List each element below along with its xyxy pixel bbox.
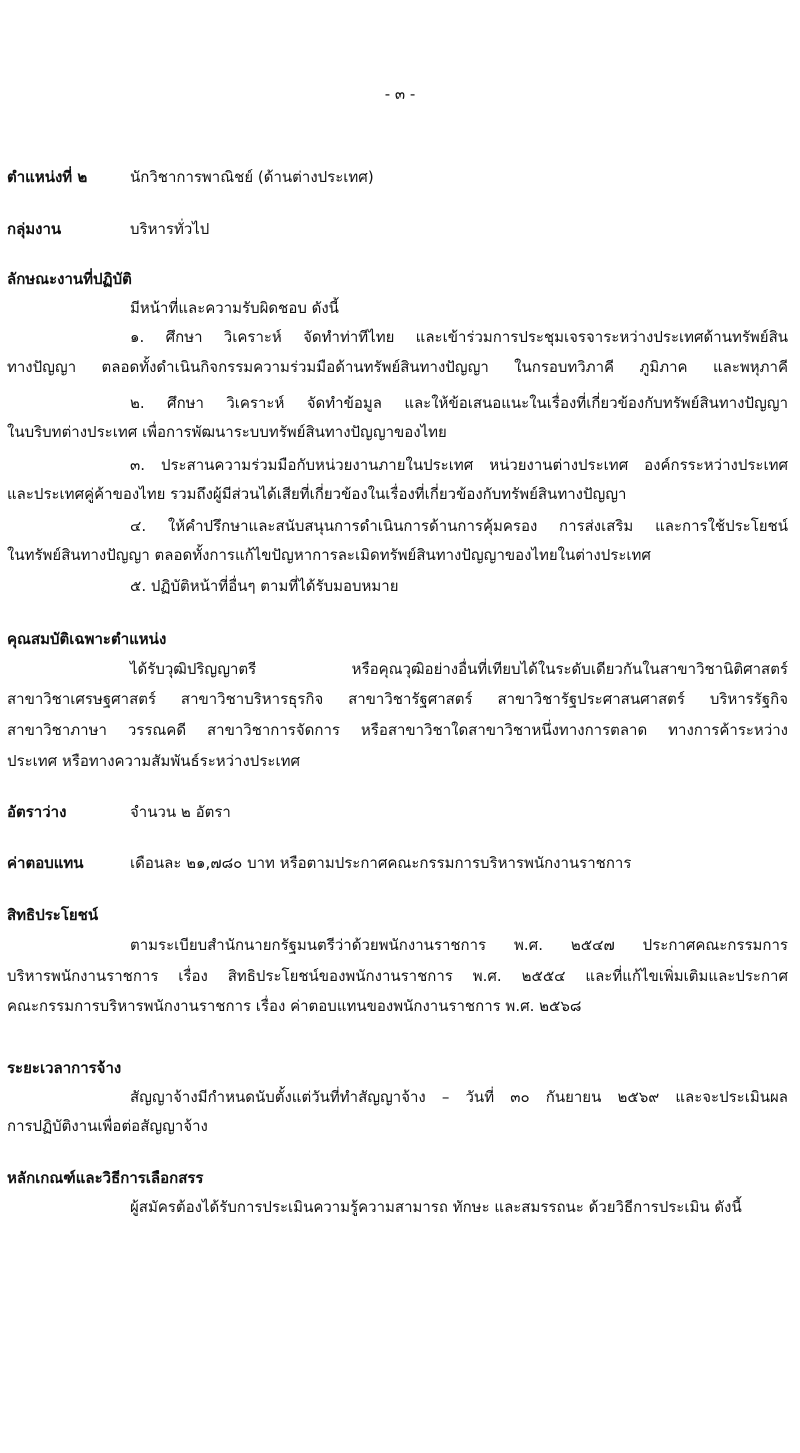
qualification-line: ได้รับวุฒิปริญญาตรี หรือคุณวุฒิอย่างอื่นที่เทียบได้ในระดับเดียวกันในสาขาวิชานิติศาสตร์ — [130, 660, 788, 678]
qualification-line: สาขาวิชาเศรษฐศาสตร์ สาขาวิชาบริหารธุรกิจ สาขาวิชารัฐศาสตร์ สาขาวิชารัฐประศาสนศาสตร์ บริหารรัฐกิจ — [7, 690, 788, 708]
duties-intro: มีหน้าที่และความรับผิดชอบ ดังนี้ — [130, 299, 339, 317]
duties-heading: ลักษณะงานที่ปฏิบัติ — [7, 270, 132, 288]
group-value: บริหารทั่วไป — [130, 220, 210, 238]
compensation-label: ค่าตอบแทน — [7, 854, 84, 872]
vacancy-label: อัตราว่าง — [7, 803, 67, 821]
qualification-line: สาขาวิชาภาษา วรรณคดี สาขาวิชาการจัดการ หรือสาขาวิชาใดสาขาวิชาหนึ่งทางการตลาด ทางการค้าระหว่าง — [7, 721, 788, 739]
page-number: - ๓ - — [384, 85, 416, 103]
duty-line: ๑. ศึกษา วิเคราะห์ จัดทำท่าทีไทย และเข้าร่วมการประชุมเจรจาระหว่างประเทศด้านทรัพย์สิน — [130, 328, 788, 346]
qualifications-heading: คุณสมบัติเฉพาะตำแหน่ง — [7, 630, 167, 648]
duty-line: ๓. ประสานความร่วมมือกับหน่วยงานภายในประเทศ หน่วยงานต่างประเทศ องค์กรระหว่างประเทศ — [130, 456, 788, 474]
qualification-line: ประเทศ หรือทางความสัมพันธ์ระหว่างประเทศ — [7, 752, 300, 770]
vacancy-value: จำนวน ๒ อัตรา — [130, 803, 231, 821]
duty-line: ในบริบทต่างประเทศ เพื่อการพัฒนาระบบทรัพย์สินทางปัญญาของไทย — [7, 423, 447, 441]
position-label: ตำแหน่งที่ ๒ — [7, 168, 88, 186]
duty-line: ๕. ปฏิบัติหน้าที่อื่นๆ ตามที่ได้รับมอบหมาย — [130, 577, 399, 595]
selection-line: ผู้สมัครต้องได้รับการประเมินความรู้ความสามารถ ทักษะ และสมรรถนะ ด้วยวิธีการประเมิน ดังนี้ — [130, 1198, 742, 1216]
benefits-line: บริหารพนักงานราชการ เรื่อง สิทธิประโยชน์ของพนักงานราชการ พ.ศ. ๒๕๕๔ และที่แก้ไขเพิ่มเติมและประกาศ — [7, 967, 788, 985]
benefits-line: ตามระเบียบสำนักนายกรัฐมนตรีว่าด้วยพนักงานราชการ พ.ศ. ๒๕๔๗ ประกาศคณะกรรมการ — [130, 936, 788, 954]
duration-line: การปฏิบัติงานเพื่อต่อสัญญาจ้าง — [7, 1117, 208, 1135]
group-label: กลุ่มงาน — [7, 220, 62, 238]
benefits-heading: สิทธิประโยชน์ — [7, 906, 99, 924]
position-value: นักวิชาการพาณิชย์ (ด้านต่างประเทศ) — [130, 168, 374, 186]
duty-line: ๔. ให้คำปรึกษาและสนับสนุนการดำเนินการด้านการคุ้มครอง การส่งเสริม และการใช้ประโยชน์ — [130, 517, 788, 535]
compensation-value: เดือนละ ๒๑,๗๘๐ บาท หรือตามประกาศคณะกรรมการบริหารพนักงานราชการ — [130, 854, 632, 872]
duration-line: สัญญาจ้างมีกำหนดนับตั้งแต่วันที่ทำสัญญาจ้าง – วันที่ ๓๐ กันยายน ๒๕๖๙ และจะประเมินผล — [130, 1088, 788, 1106]
duty-line: ทางปัญญา ตลอดทั้งดำเนินกิจกรรมความร่วมมือด้านทรัพย์สินทางปัญญา ในกรอบทวิภาคี ภูมิภาค และพหุภาคี — [7, 358, 788, 376]
duty-line: ๒. ศึกษา วิเคราะห์ จัดทำข้อมูล และให้ข้อเสนอแนะในเรื่องที่เกี่ยวข้องกับทรัพย์สินทางปัญญา — [130, 394, 788, 412]
benefits-line: คณะกรรมการบริหารพนักงานราชการ เรื่อง ค่าตอบแทนของพนักงานราชการ พ.ศ. ๒๕๖๘ — [7, 997, 582, 1015]
duty-line: และประเทศคู่ค้าของไทย รวมถึงผู้มีส่วนได้เสียที่เกี่ยวข้องในเรื่องที่เกี่ยวข้องกับทรัพย์สินทางปัญญา — [7, 485, 627, 503]
duration-heading: ระยะเวลาการจ้าง — [7, 1059, 122, 1077]
selection-heading: หลักเกณฑ์และวิธีการเลือกสรร — [7, 1169, 204, 1187]
duty-line: ในทรัพย์สินทางปัญญา ตลอดทั้งการแก้ไขปัญหาการละเมิดทรัพย์สินทางปัญญาของไทยในต่างประเทศ — [7, 546, 651, 564]
